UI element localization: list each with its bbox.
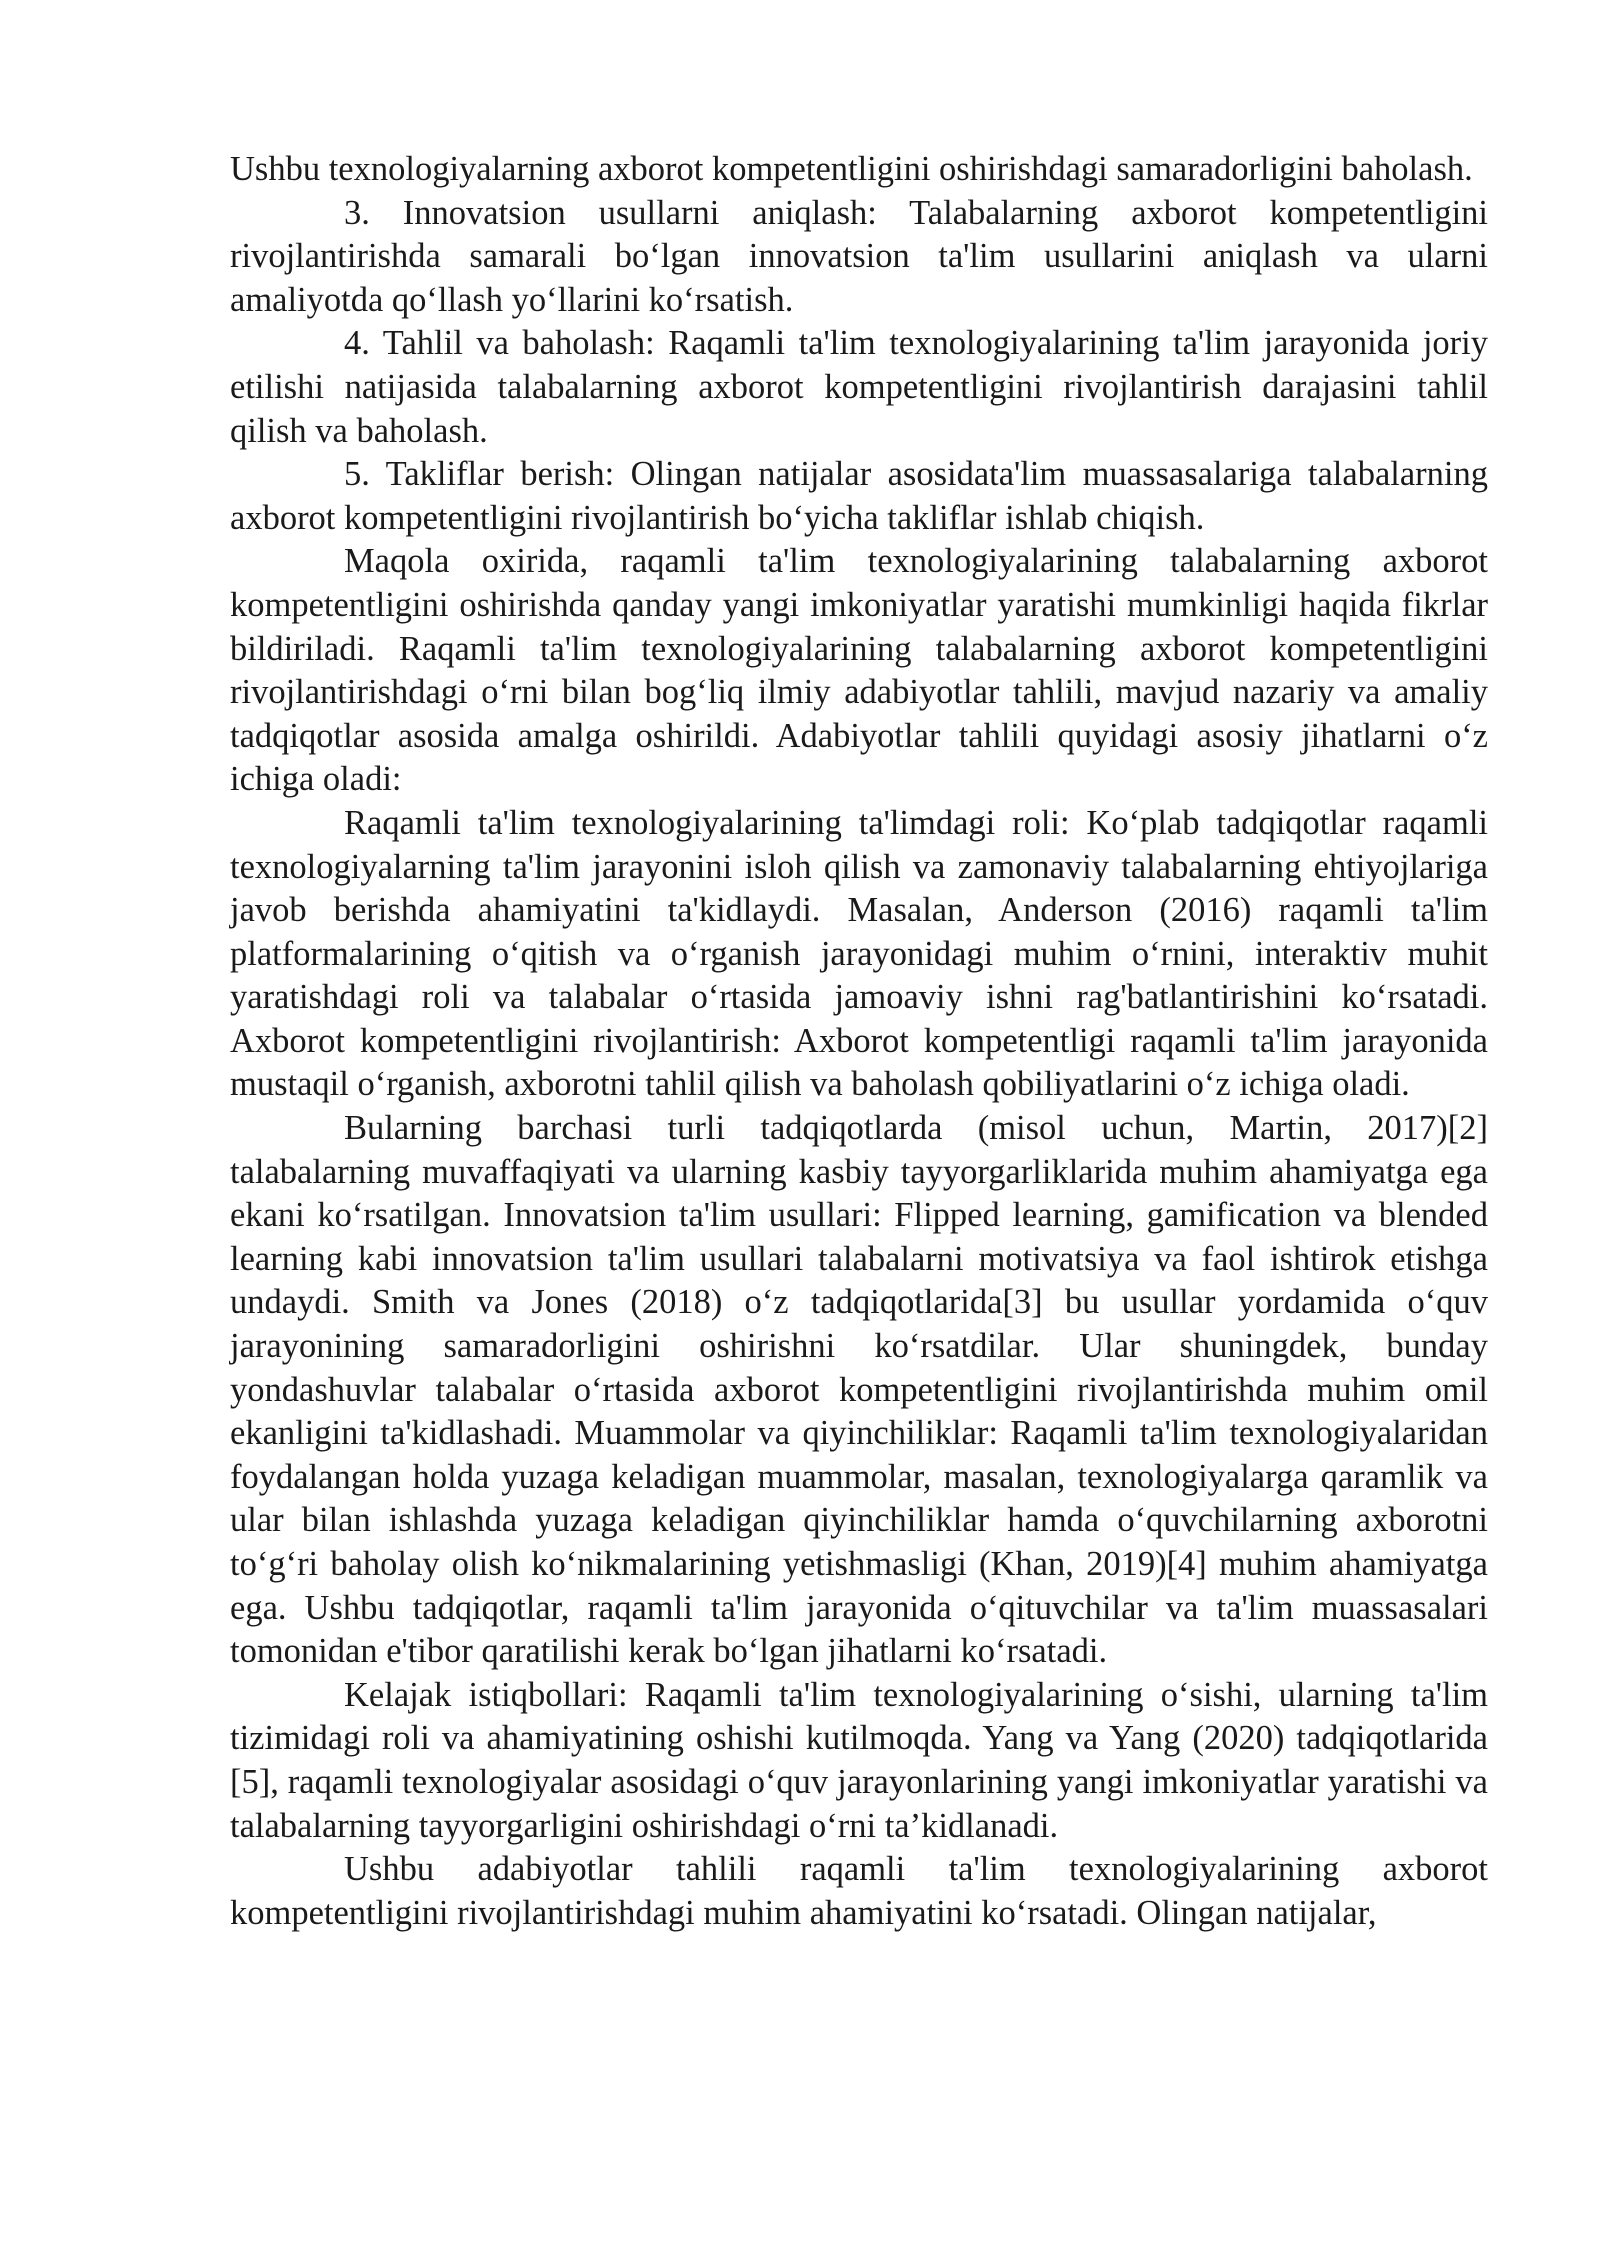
- paragraph-4: 5. Takliflar berish: Olingan natijalar asosidata'lim muassasalariga talabalarning axborot kompetentligini rivojlantirish bo‘yicha takliflar ishlab chiqish.: [230, 455, 1488, 537]
- paragraph-1: Ushbu texnologiyalarning axborot kompetentligini oshirishdagi samaradorligini baholash.: [230, 150, 1473, 188]
- paragraph-2: 3. Innovatsion usullarni aniqlash: Talabalarning axborot kompetentligini rivojlantirishda samarali bo‘lgan innovatsion ta'lim usullarini aniqlash va ularni amaliyotda qo‘llash yo‘llarini ko‘rsatish.: [230, 193, 1488, 319]
- paragraph-8: Kelajak istiqbollari: Raqamli ta'lim texnologiyalarining o‘sishi, ularning ta'lim tizimidagi roli va ahamiyatining oshishi kutilmoqda. Yang va Yang (2020) tadqiqotlarida [5], raqamli texnologiyalar asosidagi o‘quv jarayonlarining yangi imkoniyatlar yaratishi va talabalarning tayyorgarligini oshirishdagi o‘rni ta’kidlanadi.: [230, 1675, 1488, 1845]
- paragraph-6: Raqamli ta'lim texnologiyalarining ta'limdagi roli: Ko‘plab tadqiqotlar raqamli texnologiyalarning ta'lim jarayonini isloh qilish va zamonaviy talabalarning ehtiyojlariga javob berishda ahamiyatini ta'kidlaydi. Masalan, Anderson (2016) raqamli ta'lim platformalarining o‘qitish va o‘rganish jarayonidagi muhim o‘rnini, interaktiv muhit yaratishdagi roli va talabalar o‘rtasida jamoaviy ishni rag'batlantirishini ko‘rsatadi. Axborot kompetentligini rivojlantirish: Axborot kompetentligi raqamli ta'lim jarayonida mustaqil o‘rganish, axborotni tahlil qilish va baholash qobiliyatlarini o‘z ichiga oladi.: [230, 803, 1488, 1104]
- paragraph-3: 4. Tahlil va baholash: Raqamli ta'lim texnologiyalarining ta'lim jarayonida joriy etilishi natijasida talabalarning axborot kompetentligini rivojlantirish darajasini tahlil qilish va baholash.: [230, 324, 1488, 450]
- paragraph-7: Bularning barchasi turli tadqiqotlarda (misol uchun, Martin, 2017)[2] talabalarning muvaffaqiyati va ularning kasbiy tayyorgarliklarida muhim ahamiyatga ega ekani ko‘rsatilgan. Innovatsion ta'lim usullari: Flipped learning, gamification va blended learning kabi innovatsion ta'lim usullari talabalarni motivatsiya va faol ishtirok etishga undaydi. Smith va Jones (2018) o‘z tadqiqotlarida[3] bu usullar yordamida o‘quv jarayonining samaradorligini oshirishni ko‘rsatdilar. Ular shuningdek, bunday yondashuvlar talabalar o‘rtasida axborot kompetentligini rivojlantirishda muhim omil ekanligini ta'kidlashadi. Muammolar va qiyinchiliklar: Raqamli ta'lim texnologiyalaridan foydalangan holda yuzaga keladigan muammolar, masalan, texnologiyalarga qaramlik va ular bilan ishlashda yuzaga keladigan qiyinchiliklar hamda o‘quvchilarning axborotni to‘g‘ri baholay olish ko‘nikmalarining yetishmasligi (Khan, 2019)[4] muhim ahamiyatga ega. Ushbu tadqiqotlar, raqamli ta'lim jarayonida o‘qituvchilar va ta'lim muassasalari tomonidan e'tibor qaratilishi kerak bo‘lgan jihatlarni ko‘rsatadi.: [230, 1109, 1488, 1671]
- paragraph-5: Maqola oxirida, raqamli ta'lim texnologiyalarining talabalarning axborot kompetentligini oshirishda qanday yangi imkoniyatlar yaratishi mumkinligi haqida fikrlar bildiriladi. Raqamli ta'lim texnologiyalarining talabalarning axborot kompetentligini rivojlantirishdagi o‘rni bilan bog‘liq ilmiy adabiyotlar tahlili, mavjud nazariy va amaliy tadqiqotlar asosida amalga oshirildi. Adabiyotlar tahlili quyidagi asosiy jihatlarni o‘z ichiga oladi:: [230, 542, 1488, 799]
- document-page: [230, 148, 1488, 1935]
- paragraph-9: Ushbu adabiyotlar tahlili raqamli ta'lim texnologiyalarining axborot kompetentligini rivojlantirishdagi muhim ahamiyatini ko‘rsatadi. Olingan natijalar,: [230, 1850, 1488, 1932]
